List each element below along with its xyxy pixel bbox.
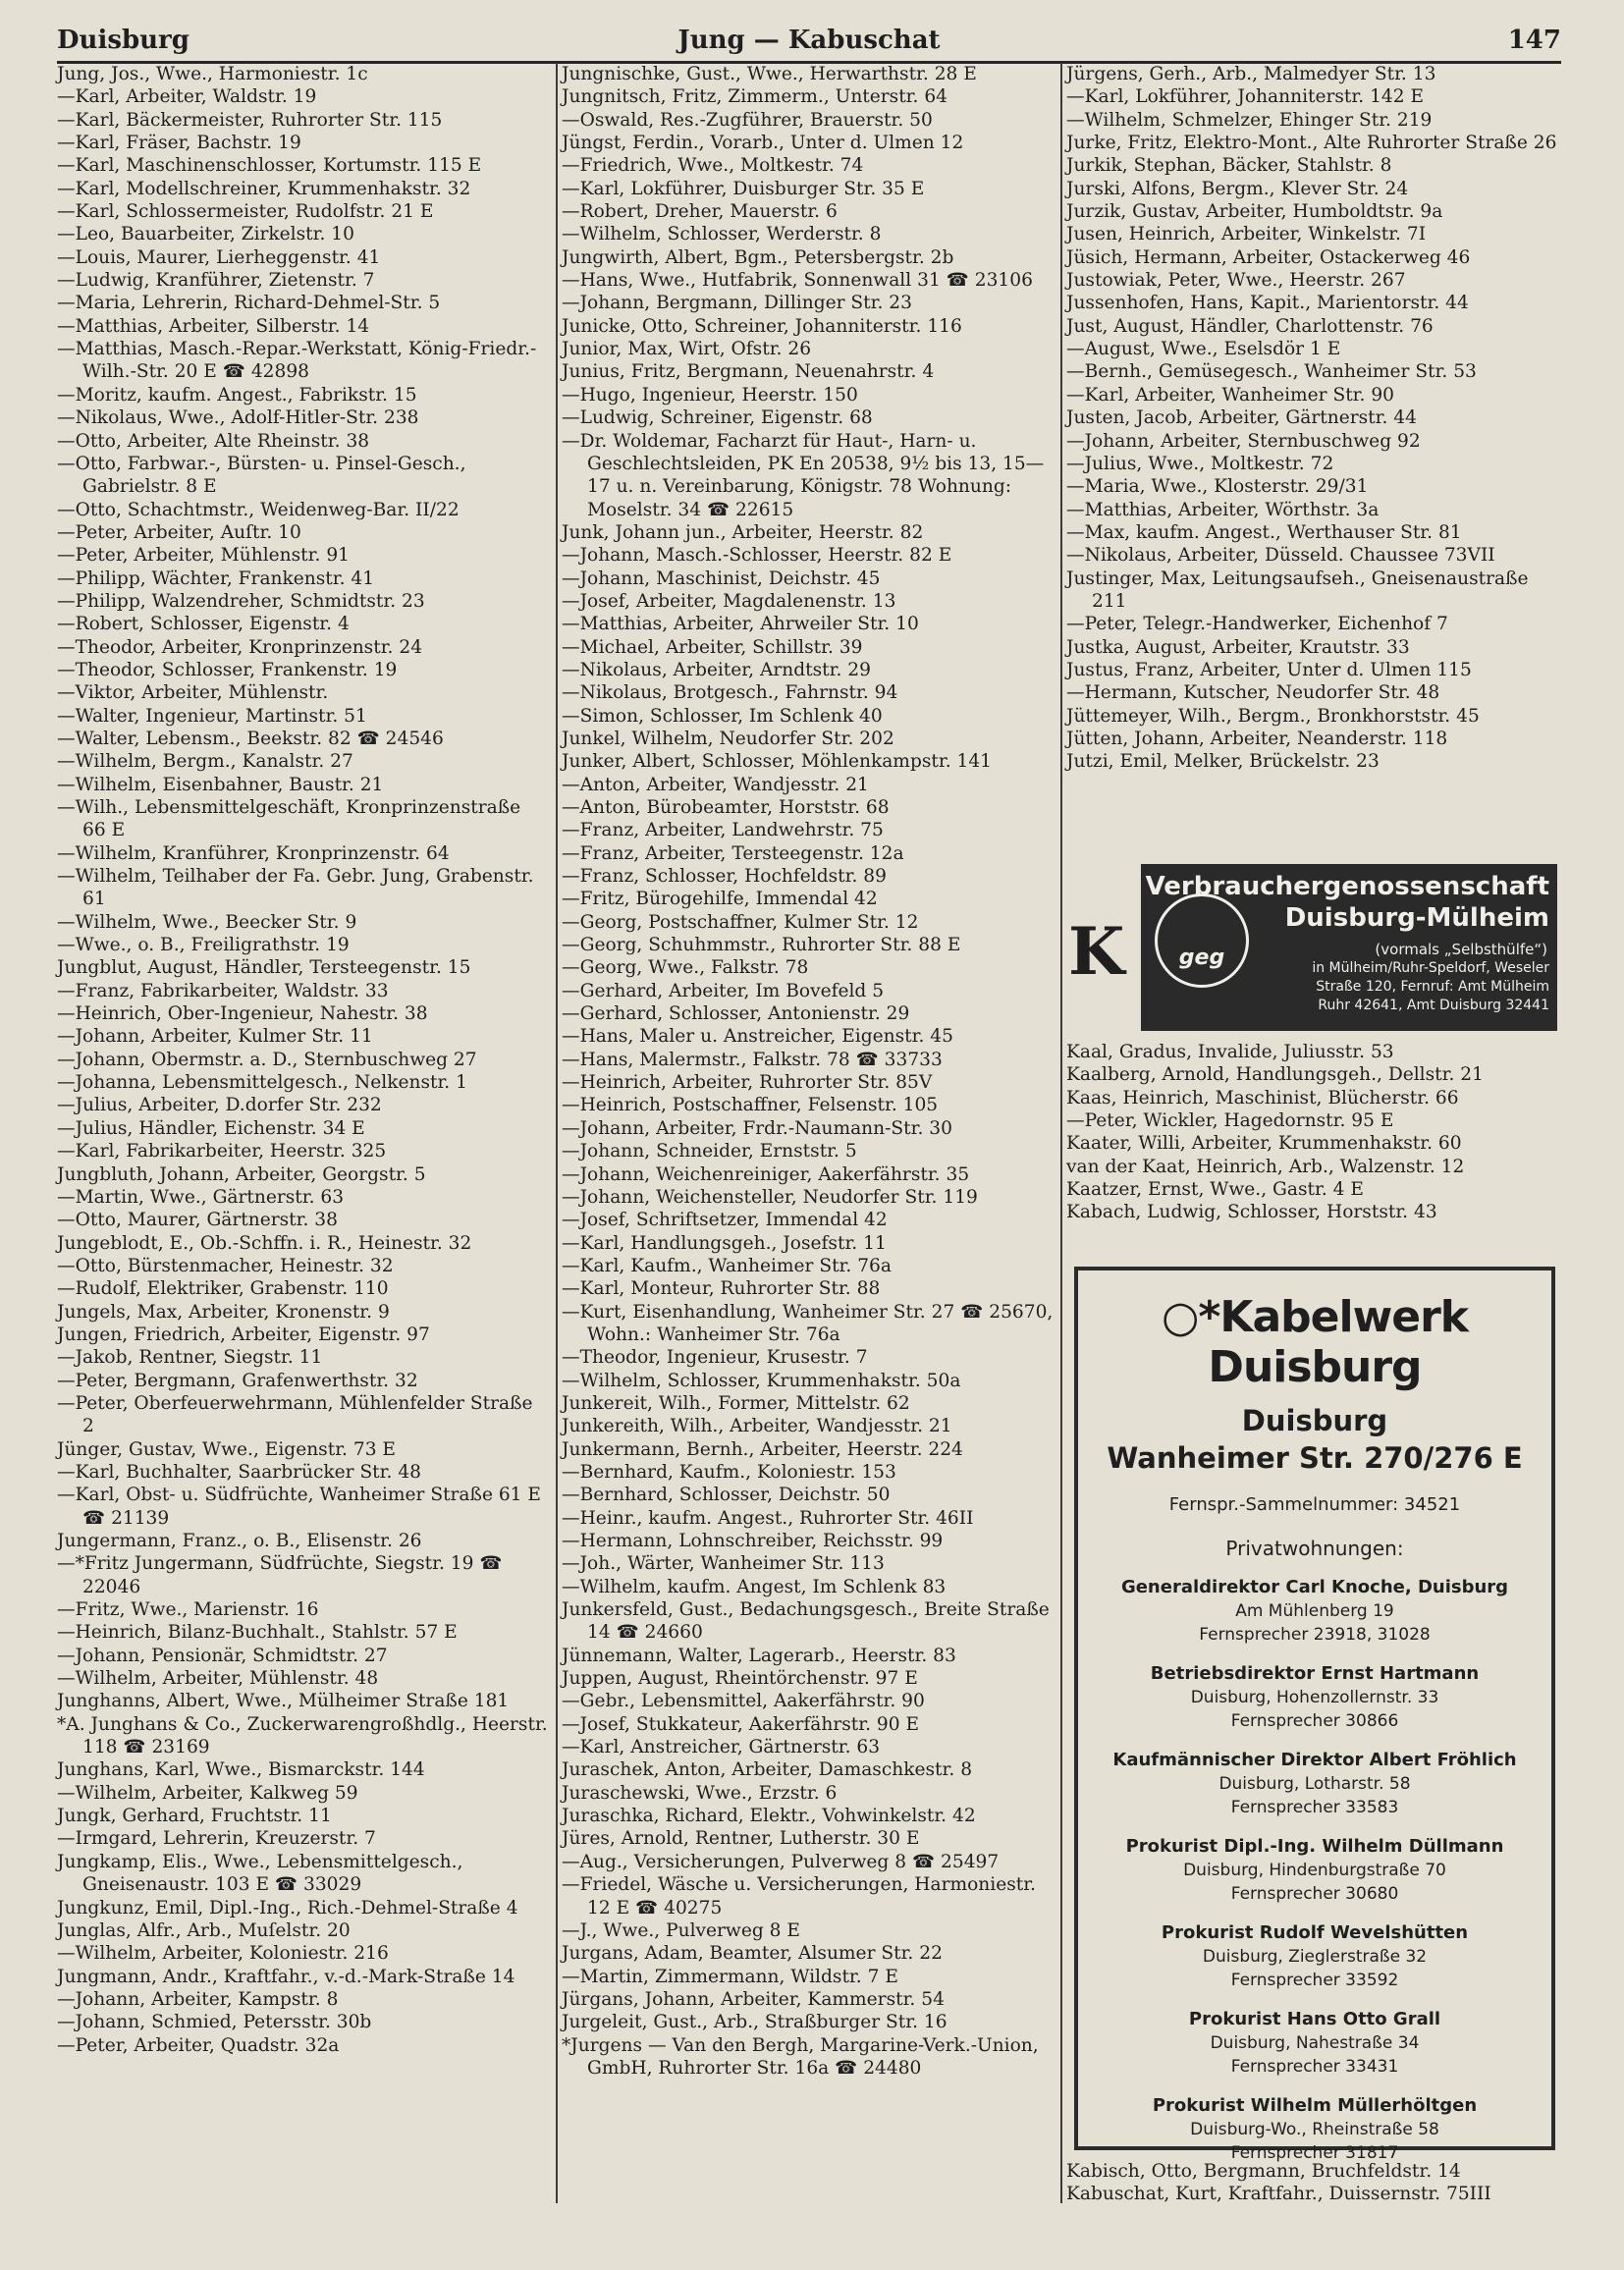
directory-entry: —Karl, Obst- u. Südfrüchte, Wanheimer Straße 61 E ☎ 21139 <box>57 1485 541 1529</box>
directory-entry: Jüttemeyer, Wilh., Bergm., Bronkhorststr. 45 <box>1066 705 1480 727</box>
directory-entry: —Johann, Maschinist, Deichstr. 45 <box>562 568 881 589</box>
page-number: 147 <box>1507 26 1561 55</box>
ad-private-heading: Privatwohnungen: <box>1225 1537 1404 1560</box>
directory-entry: —Franz, Fabrikarbeiter, Waldstr. 33 <box>57 980 389 1001</box>
directory-entry: —Peter, Arbeiter, Quadstr. 32a <box>57 2034 340 2056</box>
directory-entry: —Peter, Arbeiter, Auſtr. 10 <box>57 521 301 543</box>
directory-entry: —Franz, Schlosser, Hochfeldstr. 89 <box>562 866 887 888</box>
directory-entry: Junker, Albert, Schlosser, Möhlenkampstr. 141 <box>562 751 993 773</box>
directory-entry: Jüsich, Hermann, Arbeiter, Ostackerweg 46 <box>1066 246 1471 268</box>
section-letter-k: K <box>1068 913 1125 990</box>
directory-entry: Jurzik, Gustav, Arbeiter, Humboldtstr. 9a <box>1066 201 1443 223</box>
directory-entry: —Johann, Bergmann, Dillinger Str. 23 <box>562 293 912 314</box>
ad-person-tel: Fernsprecher 30866 <box>1230 1711 1399 1731</box>
directory-entry: Juraschka, Richard, Elektr., Vohwinkelstr. 42 <box>562 1806 976 1827</box>
ad-person-tel: Fernsprecher 33592 <box>1230 1971 1399 1990</box>
directory-entry: —Ludwig, Schreiner, Eigenstr. 68 <box>562 407 873 429</box>
header-range: Jung — Kabuschat <box>677 26 941 55</box>
ad-person-name: Generaldirektor Carl Knoche, Duisburg <box>1120 1577 1509 1597</box>
ad-person-name: Prokurist Dipl.-Ing. Wilhelm Düllmann <box>1125 1836 1504 1857</box>
directory-entry: —Martin, Wwe., Gärtnerstr. 63 <box>57 1186 345 1208</box>
ad-address-line: Ruhr 42641, Amt Duisburg 32441 <box>1318 998 1549 1013</box>
directory-entry: —Johann, Arbeiter, Kulmer Str. 11 <box>57 1026 373 1048</box>
ad-person-addr: Duisburg, Zieglerstraße 32 <box>1202 1947 1428 1967</box>
directory-entry: Kabisch, Otto, Bergmann, Bruchfeldstr. 14 <box>1066 2161 1461 2182</box>
directory-entry: Justowiak, Peter, Wwe., Heerstr. 267 <box>1066 270 1406 292</box>
directory-entry: —Ludwig, Kranführer, Zietenstr. 7 <box>57 270 375 292</box>
ad-people-list <box>1078 1576 1551 2165</box>
directory-entry: Junicke, Otto, Schreiner, Johanniterstr. 116 <box>562 315 962 337</box>
directory-entry: —Franz, Arbeiter, Tersteegenstr. 12a <box>562 842 904 864</box>
directory-entry: Jungmann, Andr., Kraftfahr., v.-d.-Mark-Straße 14 <box>57 1966 515 1987</box>
directory-entry: —Wilhelm, kaufm. Angest, Im Schlenk 83 <box>562 1576 947 1597</box>
directory-entry: —Karl, Anstreicher, Gärtnerstr. 63 <box>562 1737 881 1758</box>
directory-entry: —Walter, Lebensm., Beekstr. 82 ☎ 24546 <box>57 728 444 749</box>
directory-entry: —Wilh., Lebensmittelgeschäft, Kronprinzenstraße 66 E <box>57 797 521 841</box>
ad-person-name: Betriebsdirektor Ernst Hartmann <box>1150 1663 1480 1684</box>
directory-entry: —Julius, Arbeiter, D.dorfer Str. 232 <box>57 1095 382 1116</box>
directory-entry: —Gerhard, Schlosser, Antonienstr. 29 <box>562 1003 910 1025</box>
directory-entry: —Hermann, Kutscher, Neudorfer Str. 48 <box>1066 682 1440 704</box>
directory-entry: —Karl, Lokführer, Johanniterstr. 142 E <box>1066 86 1425 108</box>
ad-person-name: Prokurist Wilhelm Müllerhöltgen <box>1152 2095 1478 2116</box>
directory-entry: Jürgens, Gerh., Arb., Malmedyer Str. 13 <box>1066 64 1436 84</box>
directory-entry: —Otto, Schachtmstr., Weidenweg-Bar. II/22 <box>57 499 460 520</box>
directory-entry: —Wilhelm, Wwe., Beecker Str. 9 <box>57 911 357 933</box>
page-header <box>57 20 1561 64</box>
directory-entry: Jungen, Friedrich, Arbeiter, Eigenstr. 97 <box>57 1324 430 1345</box>
header-city: Duisburg <box>57 26 189 55</box>
directory-entry: —Maria, Lehrerin, Richard-Dehmel-Str. 5 <box>57 293 441 314</box>
directory-entry: —Wilhelm, Schlosser, Werderstr. 8 <box>562 224 882 245</box>
directory-entry: Juppen, August, Rheintörchenstr. 97 E <box>562 1668 918 1690</box>
ad-panel <box>1141 864 1557 1031</box>
directory-entry: Junius, Fritz, Bergmann, Neuenahrstr. 4 <box>562 361 935 383</box>
directory-entry: —Walter, Ingenieur, Martinstr. 51 <box>57 705 367 727</box>
directory-entry: Kaas, Heinrich, Maschinist, Blücherstr. 66 <box>1066 1087 1459 1108</box>
directory-entry: Just, August, Händler, Charlottenstr. 76 <box>1066 315 1434 337</box>
ad-person-tel: Fernsprecher 33583 <box>1230 1798 1399 1817</box>
column-divider <box>1060 63 1062 2203</box>
directory-entry: —Joh., Wärter, Wanheimer Str. 113 <box>562 1553 885 1575</box>
directory-entry: —Johann, Schmied, Petersstr. 30b <box>57 2012 372 2033</box>
directory-entry: Junghans, Karl, Wwe., Bismarckstr. 144 <box>57 1759 425 1781</box>
directory-entry: Junglas, Alfr., Arb., Muſelstr. 20 <box>57 1919 351 1941</box>
directory-entry: Kaatzer, Ernst, Wwe., Gastr. 4 E <box>1066 1179 1364 1201</box>
directory-entry: —Theodor, Arbeiter, Kronprinzenstr. 24 <box>57 636 423 658</box>
directory-entry: —Gebr., Lebensmittel, Aakerfährstr. 90 <box>562 1691 925 1712</box>
directory-entry: Jurgeleit, Gust., Arb., Straßburger Str. 16 <box>562 2012 947 2033</box>
directory-entry: —Wwe., o. B., Freiligrathstr. 19 <box>57 935 350 956</box>
directory-entry: —Karl, Lokführer, Duisburger Str. 35 E <box>562 178 925 199</box>
directory-entry: Jussenhofen, Hans, Kapit., Marientorstr. 44 <box>1066 293 1469 314</box>
directory-entry: Jünnemann, Walter, Lagerarb., Heerstr. 83 <box>562 1645 956 1666</box>
directory-entry: —Jakob, Rentner, Siegstr. 11 <box>57 1347 323 1369</box>
directory-entry: —Matthias, Masch.-Repar.-Werkstatt, König-Friedr.-Wilh.-Str. 20 E ☎ 42898 <box>57 339 537 383</box>
directory-entry: Jungels, Max, Arbeiter, Kronenstr. 9 <box>57 1301 390 1323</box>
directory-entry: Justka, August, Arbeiter, Krautstr. 33 <box>1066 636 1410 658</box>
directory-entry: Juraschewski, Wwe., Erzstr. 6 <box>562 1782 838 1804</box>
logo-text: geg <box>1178 946 1225 970</box>
directory-entry: Jungermann, Franz., o. B., Elisenstr. 26 <box>57 1531 422 1551</box>
directory-entry: Kaater, Willi, Arbeiter, Krummenhakstr. 60 <box>1066 1133 1462 1155</box>
geg-logo-icon <box>1155 893 1249 988</box>
directory-entry: *A. Junghans & Co., Zuckerwarengroßhdlg., Heerstr. 118 ☎ 23169 <box>57 1713 548 1758</box>
advertisement-verbrauchergenossenschaft <box>1066 856 1561 1043</box>
directory-entry: —Moritz, kaufm. Angest., Fabrikstr. 15 <box>57 384 417 405</box>
directory-entry: Junkereith, Wilh., Arbeiter, Wandjesstr. 21 <box>562 1416 952 1437</box>
directory-entry: —Michael, Arbeiter, Schillstr. 39 <box>562 636 863 658</box>
directory-entry: —Heinrich, Ober-Ingenieur, Nahestr. 38 <box>57 1003 428 1025</box>
column-divider <box>556 63 558 2203</box>
directory-entry: —Friedrich, Wwe., Moltkestr. 74 <box>562 155 864 177</box>
directory-entry: —Bernhard, Schlosser, Deichstr. 50 <box>562 1485 891 1506</box>
directory-entry: —Kurt, Eisenhandlung, Wanheimer Str. 27 ☎ 25670, Wohn.: Wanheimer Str. 76a <box>562 1301 1054 1345</box>
directory-entry: —Wilhelm, Bergm., Kanalstr. 27 <box>57 751 353 773</box>
directory-entry: Jung, Jos., Wwe., Harmoniestr. 1c <box>57 64 368 84</box>
directory-entry: —Matthias, Arbeiter, Wörthstr. 3a <box>1066 499 1380 520</box>
directory-entry: Jungeblodt, E., Ob.-Schffn. i. R., Heinestr. 32 <box>57 1232 472 1254</box>
directory-entry: —Wilhelm, Arbeiter, Koloniestr. 216 <box>57 1943 389 1965</box>
directory-entry: —Johann, Arbeiter, Sternbuschweg 92 <box>1066 430 1421 452</box>
directory-entry: —Oswald, Res.-Zugführer, Brauerstr. 50 <box>562 109 933 131</box>
directory-entry: —Georg, Postschaffner, Kulmer Str. 12 <box>562 911 919 933</box>
directory-entry: —Karl, Kaufm., Wanheimer Str. 76a <box>562 1255 892 1276</box>
directory-entry: —Johann, Pensionär, Schmidtstr. 27 <box>57 1645 388 1666</box>
ad-person-addr: Am Mühlenberg 19 <box>1235 1601 1394 1621</box>
ad-person-addr: Duisburg, Lotharstr. 58 <box>1218 1774 1411 1794</box>
directory-entry: Jusen, Heinrich, Arbeiter, Winkelstr. 7I <box>1066 224 1427 245</box>
directory-entry: —Heinr., kaufm. Angest., Ruhrorter Str. 46II <box>562 1507 974 1529</box>
directory-entry: —Otto, Maurer, Gärtnerstr. 38 <box>57 1210 338 1231</box>
advertisement-kabelwerk <box>1074 1267 1555 2163</box>
directory-entry: —Johann, Arbeiter, Kampstr. 8 <box>57 1988 339 2010</box>
directory-entry: —Maria, Wwe., Klosterstr. 29/31 <box>1066 476 1369 498</box>
directory-entry: Junkersfeld, Gust., Bedachungsgesch., Breite Straße 14 ☎ 24660 <box>562 1599 1050 1644</box>
directory-entry: —Hans, Maler u. Anstreicher, Eigenstr. 45 <box>562 1026 953 1048</box>
directory-entry: —Hugo, Ingenieur, Heerstr. 150 <box>562 384 858 405</box>
directory-entry: —Friedel, Wäsche u. Versicherungen, Harmoniestr. 12 E ☎ 40275 <box>562 1874 1036 1919</box>
ad-person-name: Prokurist Rudolf Wevelshütten <box>1161 1922 1469 1943</box>
ad-person <box>1078 2094 1551 2165</box>
ad-person-name: Prokurist Hans Otto Grall <box>1188 2009 1441 2029</box>
ad-person <box>1078 1576 1551 1647</box>
directory-entry: —Nikolaus, Wwe., Adolf-Hitler-Str. 238 <box>57 407 419 429</box>
directory-entry: —Wilhelm, Schlosser, Krummenhakstr. 50a <box>562 1370 961 1391</box>
directory-entry: —Karl, Bäckermeister, Ruhrorter Str. 115 <box>57 109 443 131</box>
directory-entry: —Heinrich, Bilanz-Buchhalt., Stahlstr. 57 E <box>57 1622 458 1644</box>
ad-person <box>1078 1835 1551 1906</box>
directory-entry: —Theodor, Ingenieur, Krusestr. 7 <box>562 1347 868 1369</box>
directory-entry: —Johann, Arbeiter, Frdr.-Naumann-Str. 30 <box>562 1117 952 1139</box>
directory-entry: —Wilhelm, Eisenbahner, Baustr. 21 <box>57 774 384 795</box>
directory-entry: —Hermann, Lohnschreiber, Reichsstr. 99 <box>562 1531 944 1551</box>
directory-entry: —Josef, Arbeiter, Magdalenenstr. 13 <box>562 590 896 612</box>
ad-brand: ○*Kabelwerk Duisburg <box>1161 1292 1469 1392</box>
directory-entry: Justus, Franz, Arbeiter, Unter d. Ulmen 115 <box>1066 659 1472 680</box>
directory-entry: —*Fritz Jungermann, Südfrüchte, Siegstr. 19 ☎ 22046 <box>57 1553 503 1597</box>
directory-entry: —Karl, Modellschreiner, Krummenhakstr. 32 <box>57 178 471 199</box>
directory-entry: Junk, Johann jun., Arbeiter, Heerstr. 82 <box>562 521 924 543</box>
directory-entry: —Franz, Arbeiter, Landwehrstr. 75 <box>562 820 884 841</box>
ad-person <box>1078 1662 1551 1733</box>
directory-entry: —Peter, Oberfeuerwehrmann, Mühlenfelder Straße 2 <box>57 1392 533 1437</box>
ad-title: Verbrauchergenossenschaft <box>1145 872 1549 901</box>
directory-entry: —Otto, Bürstenmacher, Heinestr. 32 <box>57 1255 394 1276</box>
directory-entry: Jüres, Arnold, Rentner, Lutherstr. 30 E <box>562 1828 920 1850</box>
ad-person-tel: Fernsprecher 30680 <box>1230 1884 1399 1904</box>
directory-entry: —Peter, Telegr.-Handwerker, Eichenhof 7 <box>1066 614 1448 635</box>
directory-entry: —Nikolaus, Arbeiter, Düsseld. Chaussee 73VII <box>1066 545 1495 567</box>
directory-entry: —Martin, Zimmermann, Wildstr. 7 E <box>562 1966 898 1987</box>
directory-entry: —Peter, Bergmann, Grafenwerthstr. 32 <box>57 1370 418 1391</box>
directory-entry: —Wilhelm, Arbeiter, Mühlenstr. 48 <box>57 1668 379 1690</box>
directory-entry: —Hans, Malermstr., Falkstr. 78 ☎ 33733 <box>562 1049 943 1070</box>
ad-address-line: in Mülheim/Ruhr-Speldorf, Weseler <box>1312 960 1549 976</box>
directory-entry: —Karl, Arbeiter, Wanheimer Str. 90 <box>1066 384 1394 405</box>
directory-entry: —Wilhelm, Kranführer, Kronprinzenstr. 64 <box>57 842 450 864</box>
directory-entry: Jungnischke, Gust., Wwe., Herwarthstr. 28 E <box>562 64 977 84</box>
directory-entry: Junghanns, Albert, Wwe., Mülheimer Straße 181 <box>57 1691 510 1712</box>
ad-person-name: Kaufmännischer Direktor Albert Fröhlich <box>1112 1750 1517 1770</box>
directory-entry: —Heinrich, Postschaffner, Felsenstr. 105 <box>562 1095 939 1116</box>
directory-entry: —Otto, Farbwar.-, Bürsten- u. Pinsel-Gesch., Gabrielstr. 8 E <box>57 453 466 498</box>
ad-person <box>1078 1921 1551 1992</box>
directory-entry: —Karl, Arbeiter, Waldstr. 19 <box>57 86 317 108</box>
ad-city: Duisburg <box>1241 1404 1388 1437</box>
directory-entry: —Bernh., Gemüsegesch., Wanheimer Str. 53 <box>1066 361 1477 383</box>
directory-entry: Jungbluth, Johann, Arbeiter, Georgstr. 5 <box>57 1163 426 1185</box>
directory-entry: —J., Wwe., Pulverweg 8 E <box>562 1919 800 1941</box>
directory-entry: —Johann, Weichensteller, Neudorfer Str. 119 <box>562 1186 978 1208</box>
directory-entry: —Wilhelm, Teilhaber der Fa. Gebr. Jung, Grabenstr. 61 <box>57 866 534 910</box>
directory-entry: —Heinrich, Arbeiter, Ruhrorter Str. 85V <box>562 1072 933 1094</box>
directory-entry: —Philipp, Wächter, Frankenstr. 41 <box>57 568 375 589</box>
ad-address-line: Straße 120, Fernruf: Amt Mülheim <box>1316 979 1549 995</box>
directory-entry: Junkel, Wilhelm, Neudorfer Str. 202 <box>562 728 894 749</box>
directory-entry: Jungk, Gerhard, Fruchtstr. 11 <box>57 1806 332 1827</box>
directory-entry: —Philipp, Walzendreher, Schmidtstr. 23 <box>57 590 425 612</box>
directory-entry: Kabuschat, Kurt, Kraftfahr., Duissernstr. 75III <box>1066 2184 1491 2205</box>
directory-entry: —Fritz, Wwe., Marienstr. 16 <box>57 1599 319 1621</box>
directory-entry: Justinger, Max, Leitungsaufseh., Gneisenaustraße 211 <box>1066 568 1529 612</box>
directory-entry: —Johann, Schneider, Ernststr. 5 <box>562 1141 857 1162</box>
directory-entry: —Rudolf, Elektriker, Grabenstr. 110 <box>57 1278 389 1300</box>
directory-entry: —Simon, Schlosser, Im Schlenk 40 <box>562 705 883 727</box>
ad-person-addr: Duisburg, Hohenzollernstr. 33 <box>1190 1688 1439 1707</box>
directory-entry: —Peter, Arbeiter, Mühlenstr. 91 <box>57 545 350 567</box>
ad-subtitle: Duisburg-Mülheim <box>1284 903 1549 933</box>
directory-entry: —Peter, Wickler, Hagedornstr. 95 E <box>1066 1110 1394 1132</box>
directory-entry: Jungblut, August, Händler, Tersteegenstr. 15 <box>57 957 471 979</box>
directory-entry: —Karl, Handlungsgeh., Josefstr. 11 <box>562 1232 887 1254</box>
ad-person-addr: Duisburg-Wo., Rheinstraße 58 <box>1190 2120 1439 2139</box>
directory-column-3 <box>1066 63 1561 774</box>
directory-entry: —Aug., Versicherungen, Pulverweg 8 ☎ 25497 <box>562 1851 1000 1872</box>
directory-entry: Jutzi, Emil, Melker, Brückelstr. 23 <box>1066 751 1380 773</box>
ad-person-addr: Duisburg, Hindenburgstraße 70 <box>1183 1861 1446 1880</box>
directory-entry: —Karl, Fräser, Bachstr. 19 <box>57 133 301 154</box>
directory-entry: —Johann, Weichenreiniger, Aakerfährstr. 35 <box>562 1163 970 1185</box>
ad-phone: Fernspr.-Sammelnummer: 34521 <box>1168 1494 1461 1515</box>
directory-entry: —Dr. Woldemar, Facharzt für Haut-, Harn- u. Geschlechtsleiden, PK En 20538, 9½ bis 13, 15—17 u. n. Vereinbarung, Königstr. 78 Wohnung: Moselstr. 34 ☎ 22615 <box>562 430 1045 520</box>
directory-entry: —Johanna, Lebensmittelgesch., Nelkenstr. 1 <box>57 1072 467 1094</box>
directory-entry: —Matthias, Arbeiter, Silberstr. 14 <box>57 315 370 337</box>
directory-entry: —Otto, Arbeiter, Alte Rheinstr. 38 <box>57 430 370 452</box>
directory-entry: —Irmgard, Lehrerin, Kreuzerstr. 7 <box>57 1828 376 1850</box>
directory-entry: Jungkunz, Emil, Dipl.-Ing., Rich.-Dehmel-Straße 4 <box>57 1897 518 1919</box>
directory-entry: —Wilhelm, Schmelzer, Ehinger Str. 219 <box>1066 109 1433 131</box>
directory-entry: —Wilhelm, Arbeiter, Kalkweg 59 <box>57 1782 358 1804</box>
directory-entry: —Anton, Arbeiter, Wandjesstr. 21 <box>562 774 869 795</box>
ad-person-tel: Fernsprecher 23918, 31028 <box>1199 1625 1431 1645</box>
directory-entry: —Karl, Buchhalter, Saarbrücker Str. 48 <box>57 1461 421 1483</box>
directory-entry: —Karl, Monteur, Ruhrorter Str. 88 <box>562 1278 881 1300</box>
directory-entry: Jünger, Gustav, Wwe., Eigenstr. 73 E <box>57 1438 397 1460</box>
directory-entry: —Viktor, Arbeiter, Mühlenstr. <box>57 682 329 704</box>
directory-entry: —Johann, Masch.-Schlosser, Heerstr. 82 E <box>562 545 952 567</box>
directory-entry: —Robert, Schlosser, Eigenstr. 4 <box>57 614 350 635</box>
directory-entry: Jürgans, Johann, Arbeiter, Kammerstr. 54 <box>562 1988 945 2010</box>
directory-entry: —Bernhard, Kaufm., Koloniestr. 153 <box>562 1461 896 1483</box>
directory-entry: —Karl, Maschinenschlosser, Kortumstr. 115 E <box>57 155 482 177</box>
directory-column-2 <box>562 63 1060 2080</box>
directory-entry: Jüngst, Ferdin., Vorarb., Unter d. Ulmen 12 <box>562 133 964 154</box>
directory-entry: —Leo, Bauarbeiter, Zirkelstr. 10 <box>57 224 354 245</box>
directory-entry: Juraschek, Anton, Arbeiter, Damaschkestr. 8 <box>562 1759 973 1781</box>
directory-entry: —Theodor, Schlosser, Frankenstr. 19 <box>57 659 398 680</box>
directory-entry: Jungkamp, Elis., Wwe., Lebensmittelgesch., Gneisenaustr. 103 E ☎ 33029 <box>57 1851 463 1896</box>
directory-column-1 <box>57 63 548 2057</box>
directory-entry: —Matthias, Arbeiter, Ahrweiler Str. 10 <box>562 614 919 635</box>
directory-entry: —Nikolaus, Brotgesch., Fahrnstr. 94 <box>562 682 898 704</box>
directory-entry: —Louis, Maurer, Lierheggenstr. 41 <box>57 246 381 268</box>
ad-former-name: (vormals „Selbsthülfe“) <box>1375 941 1547 958</box>
directory-entry: Junior, Max, Wirt, Ofstr. 26 <box>562 339 812 360</box>
directory-entry: Kabach, Ludwig, Schlosser, Horststr. 43 <box>1066 1202 1437 1223</box>
ad-person-tel: Fernsprecher 33431 <box>1230 2057 1399 2077</box>
directory-entry: —Julius, Wwe., Moltkestr. 72 <box>1066 453 1334 474</box>
directory-entry: Kaalberg, Arnold, Handlungsgeh., Dellstr. 21 <box>1066 1064 1484 1086</box>
ad-street: Wanheimer Str. 270/276 E <box>1107 1441 1523 1475</box>
directory-entry: van der Kaat, Heinrich, Arb., Walzenstr. 12 <box>1066 1156 1465 1177</box>
directory-entry: —Karl, Schlossermeister, Rudolfstr. 21 E <box>57 201 434 223</box>
directory-entry: Jurke, Fritz, Elektro-Mont., Alte Ruhrorter Straße 26 <box>1066 133 1557 154</box>
directory-entry: *Jurgens — Van den Bergh, Margarine-Verk.-Union, GmbH, Ruhrorter Str. 16a ☎ 24480 <box>562 2034 1039 2079</box>
directory-entry: —Nikolaus, Arbeiter, Arndtstr. 29 <box>562 659 871 680</box>
directory-entry: —Anton, Bürobeamter, Horststr. 68 <box>562 797 890 818</box>
directory-entry: Kaal, Gradus, Invalide, Juliusstr. 53 <box>1066 1042 1394 1062</box>
directory-entry: —Hans, Wwe., Hutfabrik, Sonnenwall 31 ☎ 23106 <box>562 270 1033 292</box>
directory-entry: Jungwirth, Albert, Bgm., Petersbergstr. 2b <box>562 246 954 268</box>
directory-entry: —Johann, Obermstr. a. D., Sternbuschweg 27 <box>57 1049 477 1070</box>
directory-entry: —Max, kaufm. Angest., Werthauser Str. 81 <box>1066 521 1462 543</box>
ad-person <box>1078 2008 1551 2079</box>
directory-column-3-k <box>1066 1041 1561 1224</box>
directory-entry: —August, Wwe., Eselsdör 1 E <box>1066 339 1341 360</box>
directory-entry: —Josef, Stukkateur, Aakerfährstr. 90 E <box>562 1713 920 1735</box>
directory-entry: Junkermann, Bernh., Arbeiter, Heerstr. 224 <box>562 1438 963 1460</box>
ad-person <box>1078 1749 1551 1819</box>
ad-person-addr: Duisburg, Nahestraße 34 <box>1210 2033 1420 2053</box>
directory-entry: —Karl, Fabrikarbeiter, Heerstr. 325 <box>57 1141 387 1162</box>
directory-entry: —Gerhard, Arbeiter, Im Bovefeld 5 <box>562 980 885 1001</box>
directory-entry: Jurski, Alfons, Bergm., Klever Str. 24 <box>1066 178 1409 199</box>
directory-entry: —Fritz, Bürogehilfe, Immendal 42 <box>562 889 878 910</box>
directory-column-3-bottom <box>1066 2160 1561 2206</box>
directory-entry: —Robert, Dreher, Mauerstr. 6 <box>562 201 838 223</box>
directory-entry: Junkereit, Wilh., Former, Mittelstr. 62 <box>562 1392 910 1414</box>
directory-entry: Jütten, Johann, Arbeiter, Neanderstr. 118 <box>1066 728 1448 749</box>
directory-entry: —Josef, Schriftsetzer, Immendal 42 <box>562 1210 888 1231</box>
directory-entry: Jurgans, Adam, Beamter, Alsumer Str. 22 <box>562 1943 943 1965</box>
directory-entry: —Georg, Wwe., Falkstr. 78 <box>562 957 809 979</box>
directory-entry: Jurkik, Stephan, Bäcker, Stahlstr. 8 <box>1066 155 1392 177</box>
directory-entry: —Georg, Schuhmmstr., Ruhrorter Str. 88 E <box>562 935 961 956</box>
ad-person-tel: Fernsprecher 31817 <box>1230 2143 1399 2163</box>
directory-entry: Jungnitsch, Fritz, Zimmerm., Unterstr. 64 <box>562 86 948 108</box>
directory-entry: —Julius, Händler, Eichenstr. 34 E <box>57 1117 365 1139</box>
directory-entry: Justen, Jacob, Arbeiter, Gärtnerstr. 44 <box>1066 407 1417 429</box>
